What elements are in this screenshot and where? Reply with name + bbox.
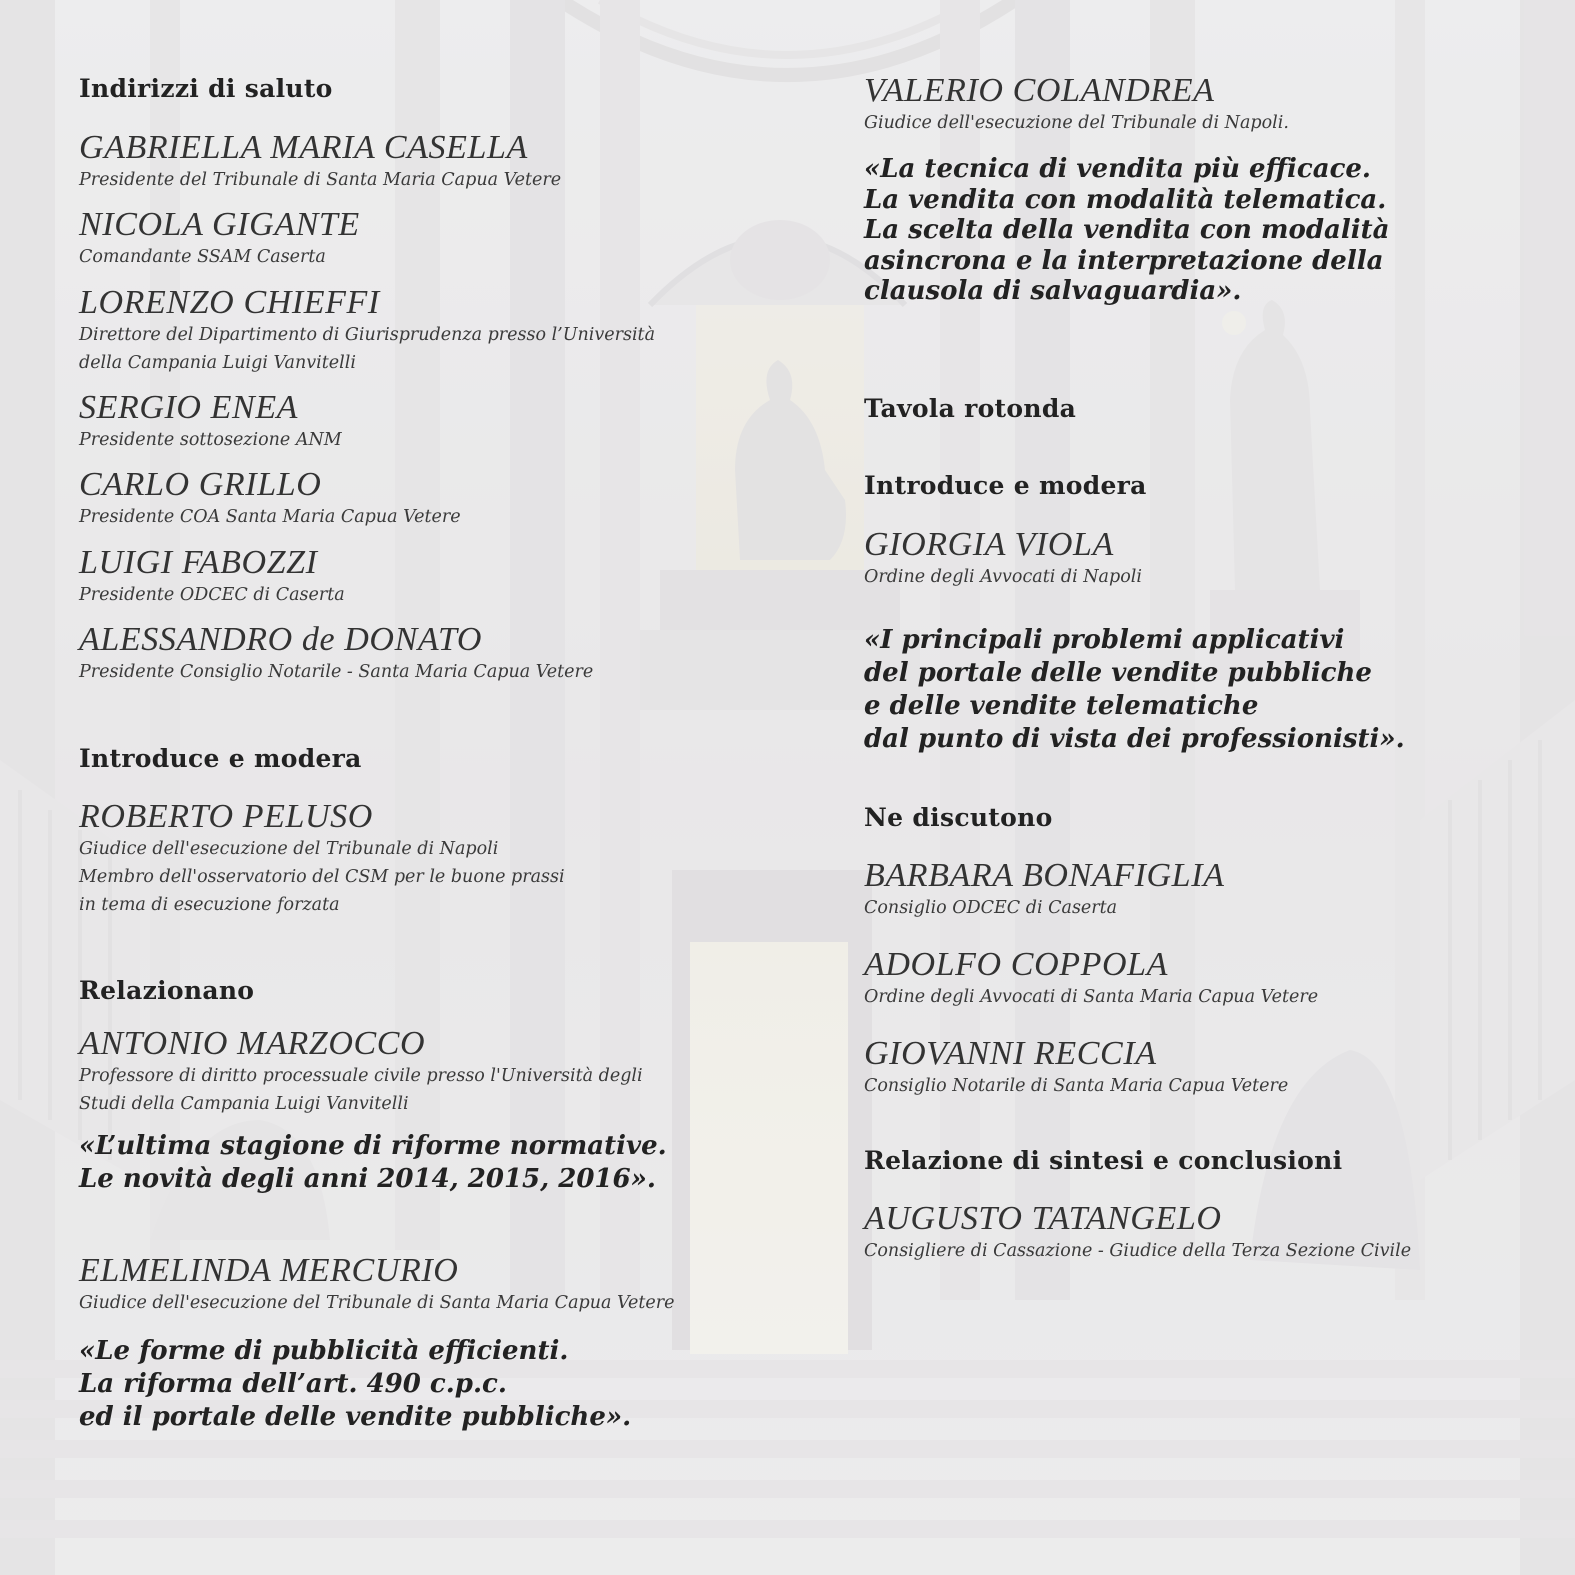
roundtable-heading: Tavola rotonda [864,394,1077,423]
moderator-heading: Introduce e modera [864,471,1147,500]
speaker-name: ALESSANDRO de DONATO [79,621,482,658]
discussant-role: Ordine degli Avvocati di Santa Maria Capua Vetere [864,987,1319,1007]
speaker-name: NICOLA GIGANTE [79,206,360,243]
conclusions-heading: Relazione di sintesi e conclusioni [864,1146,1343,1175]
talk-title: «La tecnica di vendita più efficace. La vendita con modalità telematica. La scelta della vendita con modalità asincrona e la interpretazione della clausola di salvaguardia». [864,154,1390,306]
moderator-name: ROBERTO PELUSO [79,798,373,835]
relatore-name: VALERIO COLANDREA [864,72,1215,109]
speakers-heading: Relazionano [79,976,255,1005]
discussant-name: BARBARA BONAFIGLIA [864,857,1225,894]
relatore-name: ANTONIO MARZOCCO [79,1025,426,1062]
discussant-name: GIOVANNI RECCIA [864,1035,1157,1072]
speaker-role: Presidente Consiglio Notarile - Santa Maria Capua Vetere [79,662,594,682]
talk-title: «L’ultima stagione di riforme normative. Le novità degli anni 2014, 2015, 2016». [79,1131,667,1194]
talk-title: «Le forme di pubblicità efficienti. La riforma dell’art. 490 c.p.c. ed il portale delle vendite pubbliche». [79,1336,632,1432]
moderator-role: Giudice dell'esecuzione del Tribunale di Napoli Membro dell'osservatorio del CSM per le buone prassi in tema di esecuzione forzata [79,839,565,915]
relatore-role: Professore di diritto processuale civile presso l'Università degli Studi della Campania Luigi Vanvitelli [79,1066,643,1114]
speaker-name: GABRIELLA MARIA CASELLA [79,129,528,166]
speaker-name: CARLO GRILLO [79,466,322,503]
speaker-role: Presidente COA Santa Maria Capua Vetere [79,507,461,527]
moderator-name: GIORGIA VIOLA [864,526,1114,563]
discussant-name: ADOLFO COPPOLA [864,946,1169,983]
speaker-role: Direttore del Dipartimento di Giurisprudenza presso l’Università della Campania Luigi Vanvitelli [79,325,656,373]
relatore-role: Giudice dell'esecuzione del Tribunale di Santa Maria Capua Vetere [79,1293,675,1313]
moderator-heading: Introduce e modera [79,744,362,773]
talk-title: «I principali problemi applicativi del portale delle vendite pubbliche e delle vendite telematiche dal punto di vista dei professionisti». [864,625,1405,754]
relatore-name: ELMELINDA MERCURIO [79,1252,459,1289]
speaker-name: SERGIO ENEA [79,389,299,426]
discussant-role: Consiglio Notarile di Santa Maria Capua Vetere [864,1076,1289,1096]
discussant-role: Consiglio ODCEC di Caserta [864,898,1118,918]
conclusions-role: Consigliere di Cassazione - Giudice della Terza Sezione Civile [864,1241,1412,1261]
speaker-role: Presidente ODCEC di Caserta [79,585,345,605]
speaker-role: Comandante SSAM Caserta [79,247,326,267]
speaker-role: Presidente sottosezione ANM [79,430,342,450]
relatore-role: Giudice dell'esecuzione del Tribunale di Napoli. [864,113,1289,133]
speaker-name: LUIGI FABOZZI [79,544,318,581]
discussants-heading: Ne discutono [864,803,1053,832]
conclusions-name: AUGUSTO TATANGELO [864,1200,1222,1237]
speaker-name: LORENZO CHIEFFI [79,284,380,321]
speaker-role: Presidente del Tribunale di Santa Maria Capua Vetere [79,170,562,190]
greetings-heading: Indirizzi di saluto [79,74,333,103]
moderator-role: Ordine degli Avvocati di Napoli [864,567,1142,587]
